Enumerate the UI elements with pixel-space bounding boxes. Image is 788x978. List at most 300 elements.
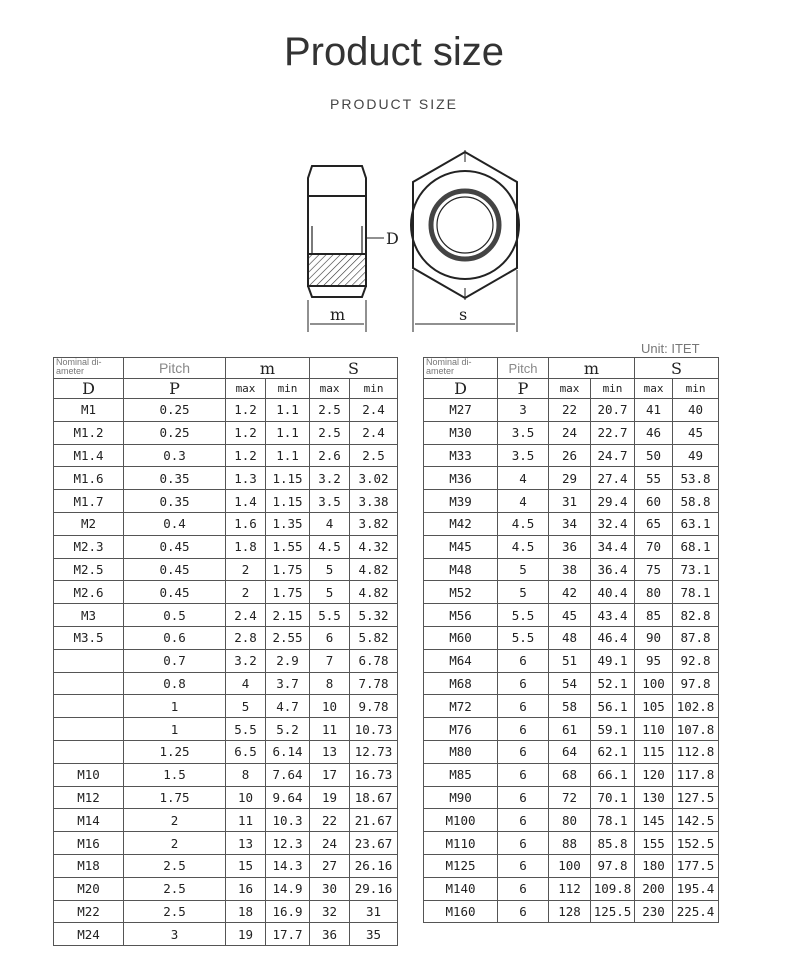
cell-pitch: 0.5	[124, 604, 226, 627]
cell-s-max: 6	[310, 626, 350, 649]
header-min: min	[673, 379, 719, 399]
cell-m-min: 70.1	[591, 786, 635, 809]
header-p: P	[124, 379, 226, 399]
cell-pitch: 0.25	[124, 399, 226, 422]
cell-m-max: 29	[549, 467, 591, 490]
cell-pitch: 6	[498, 718, 549, 741]
cell-pitch: 3.5	[498, 421, 549, 444]
cell-diameter: M80	[424, 740, 498, 763]
cell-m-max: 80	[549, 809, 591, 832]
cell-pitch: 0.7	[124, 649, 226, 672]
table-row	[54, 854, 398, 877]
cell-s-min: 127.5	[673, 786, 719, 809]
cell-s-min: 2.4	[350, 399, 398, 422]
cell-diameter: M22	[54, 900, 124, 923]
cell-pitch: 5	[498, 581, 549, 604]
cell-m-min: 16.9	[266, 900, 310, 923]
cell-s-min: 29.16	[350, 877, 398, 900]
label-s: s	[459, 305, 468, 324]
cell-m-min: 78.1	[591, 809, 635, 832]
cell-m-min: 4.7	[266, 695, 310, 718]
cell-diameter: M1.4	[54, 444, 124, 467]
cell-s-min: 3.38	[350, 490, 398, 513]
table-row	[54, 604, 398, 627]
cell-m-max: 1.3	[226, 467, 266, 490]
table-row	[424, 421, 719, 444]
cell-m-max: 1.4	[226, 490, 266, 513]
cell-s-max: 17	[310, 763, 350, 786]
cell-s-min: 92.8	[673, 649, 719, 672]
cell-m-max: 58	[549, 695, 591, 718]
cell-diameter: M36	[424, 467, 498, 490]
cell-pitch: 4.5	[498, 535, 549, 558]
cell-s-max: 65	[635, 512, 673, 535]
table-row	[54, 877, 398, 900]
cell-diameter: M48	[424, 558, 498, 581]
table-row	[424, 740, 719, 763]
cell-m-min: 1.75	[266, 558, 310, 581]
cell-pitch: 2.5	[124, 854, 226, 877]
table-row	[424, 672, 719, 695]
cell-diameter: M1.6	[54, 467, 124, 490]
cell-pitch: 2.5	[124, 900, 226, 923]
cell-m-min: 27.4	[591, 467, 635, 490]
table-row	[54, 672, 398, 695]
cell-diameter: M2.5	[54, 558, 124, 581]
cell-m-max: 1.2	[226, 399, 266, 422]
cell-m-max: 1.6	[226, 512, 266, 535]
cell-diameter: M90	[424, 786, 498, 809]
cell-m-min: 109.8	[591, 877, 635, 900]
cell-s-max: 85	[635, 604, 673, 627]
table-row	[54, 649, 398, 672]
cell-s-max: 41	[635, 399, 673, 422]
cell-s-min: 2.5	[350, 444, 398, 467]
cell-s-min: 152.5	[673, 832, 719, 855]
table-row	[424, 649, 719, 672]
cell-s-max: 11	[310, 718, 350, 741]
table-row	[424, 535, 719, 558]
cell-m-max: 19	[226, 923, 266, 946]
cell-s-min: 53.8	[673, 467, 719, 490]
cell-m-max: 22	[549, 399, 591, 422]
table-row	[424, 763, 719, 786]
table-row	[424, 718, 719, 741]
unit-label: Unit: ITET	[641, 341, 700, 356]
cell-m-min: 62.1	[591, 740, 635, 763]
cell-m-max: 4	[226, 672, 266, 695]
cell-diameter	[54, 672, 124, 695]
header-d: D	[424, 379, 498, 399]
cell-s-min: 58.8	[673, 490, 719, 513]
cell-s-max: 2.6	[310, 444, 350, 467]
table-row	[424, 854, 719, 877]
cell-pitch: 3.5	[498, 444, 549, 467]
cell-s-max: 75	[635, 558, 673, 581]
cell-m-max: 51	[549, 649, 591, 672]
cell-s-min: 31	[350, 900, 398, 923]
hex-nut-drawing	[296, 150, 526, 340]
cell-s-max: 46	[635, 421, 673, 444]
cell-m-max: 10	[226, 786, 266, 809]
cell-pitch: 0.8	[124, 672, 226, 695]
cell-m-min: 1.35	[266, 512, 310, 535]
cell-s-min: 78.1	[673, 581, 719, 604]
cell-m-min: 1.1	[266, 399, 310, 422]
cell-pitch: 0.35	[124, 490, 226, 513]
cell-s-min: 26.16	[350, 854, 398, 877]
cell-s-max: 30	[310, 877, 350, 900]
cell-diameter	[54, 740, 124, 763]
cell-diameter	[54, 718, 124, 741]
cell-m-max: 1.8	[226, 535, 266, 558]
cell-pitch: 6	[498, 900, 549, 923]
cell-s-max: 110	[635, 718, 673, 741]
table-row	[54, 421, 398, 444]
cell-pitch: 0.6	[124, 626, 226, 649]
cell-s-min: 16.73	[350, 763, 398, 786]
table-head	[424, 358, 719, 399]
header-s: S	[635, 358, 719, 379]
table-row	[54, 740, 398, 763]
header-p: P	[498, 379, 549, 399]
cell-m-max: 16	[226, 877, 266, 900]
cell-pitch: 0.3	[124, 444, 226, 467]
cell-m-max: 48	[549, 626, 591, 649]
page-title: Product size	[283, 30, 505, 74]
cell-m-max: 112	[549, 877, 591, 900]
cell-diameter: M14	[54, 809, 124, 832]
cell-pitch: 4.5	[498, 512, 549, 535]
page-subtitle: PRODUCT SIZE	[330, 96, 458, 112]
cell-s-max: 180	[635, 854, 673, 877]
cell-s-max: 5	[310, 581, 350, 604]
cell-pitch: 0.45	[124, 581, 226, 604]
cell-diameter: M33	[424, 444, 498, 467]
cell-m-max: 15	[226, 854, 266, 877]
cell-diameter: M42	[424, 512, 498, 535]
cell-m-min: 36.4	[591, 558, 635, 581]
table-row	[424, 467, 719, 490]
cell-s-min: 18.67	[350, 786, 398, 809]
cell-m-min: 46.4	[591, 626, 635, 649]
cell-pitch: 0.45	[124, 535, 226, 558]
table-row	[54, 718, 398, 741]
header-min: min	[350, 379, 398, 399]
cell-diameter: M18	[54, 854, 124, 877]
cell-m-min: 14.9	[266, 877, 310, 900]
cell-pitch: 3	[498, 399, 549, 422]
cell-s-max: 8	[310, 672, 350, 695]
cell-pitch: 6	[498, 649, 549, 672]
header-nominal: Nominal di- ameter	[54, 358, 124, 379]
cell-s-max: 5	[310, 558, 350, 581]
cell-s-max: 3.2	[310, 467, 350, 490]
cell-s-max: 2.5	[310, 399, 350, 422]
table-row	[54, 467, 398, 490]
cell-pitch: 3	[124, 923, 226, 946]
cell-s-min: 45	[673, 421, 719, 444]
cell-m-max: 24	[549, 421, 591, 444]
cell-s-min: 177.5	[673, 854, 719, 877]
cell-m-min: 125.5	[591, 900, 635, 923]
cell-s-min: 117.8	[673, 763, 719, 786]
cell-diameter: M1.2	[54, 421, 124, 444]
cell-s-min: 49	[673, 444, 719, 467]
cell-m-min: 1.1	[266, 444, 310, 467]
cell-s-min: 195.4	[673, 877, 719, 900]
cell-diameter: M39	[424, 490, 498, 513]
cell-s-max: 36	[310, 923, 350, 946]
cell-s-min: 40	[673, 399, 719, 422]
cell-s-min: 21.67	[350, 809, 398, 832]
cell-m-max: 36	[549, 535, 591, 558]
cell-m-min: 2.15	[266, 604, 310, 627]
cell-m-max: 5	[226, 695, 266, 718]
cell-diameter: M85	[424, 763, 498, 786]
cell-diameter: M12	[54, 786, 124, 809]
cell-s-min: 9.78	[350, 695, 398, 718]
cell-s-max: 155	[635, 832, 673, 855]
cell-s-max: 27	[310, 854, 350, 877]
header-pitch: Pitch	[498, 358, 549, 379]
cell-s-min: 102.8	[673, 695, 719, 718]
cell-m-min: 1.15	[266, 490, 310, 513]
table-row	[54, 832, 398, 855]
table-row	[54, 444, 398, 467]
cell-s-max: 7	[310, 649, 350, 672]
cell-m-min: 1.55	[266, 535, 310, 558]
cell-m-min: 20.7	[591, 399, 635, 422]
cell-s-min: 4.82	[350, 581, 398, 604]
cell-pitch: 2.5	[124, 877, 226, 900]
table-row	[54, 786, 398, 809]
table-row	[424, 444, 719, 467]
cell-m-min: 17.7	[266, 923, 310, 946]
table-row	[54, 558, 398, 581]
cell-diameter: M125	[424, 854, 498, 877]
cell-s-max: 130	[635, 786, 673, 809]
header-min: min	[266, 379, 310, 399]
cell-pitch: 1	[124, 695, 226, 718]
table-row	[54, 809, 398, 832]
cell-m-min: 9.64	[266, 786, 310, 809]
cell-m-max: 5.5	[226, 718, 266, 741]
cell-m-max: 2.4	[226, 604, 266, 627]
cell-m-max: 11	[226, 809, 266, 832]
label-m: m	[330, 305, 346, 324]
cell-s-min: 3.02	[350, 467, 398, 490]
cell-diameter: M52	[424, 581, 498, 604]
cell-s-max: 120	[635, 763, 673, 786]
cell-s-min: 142.5	[673, 809, 719, 832]
cell-s-max: 70	[635, 535, 673, 558]
cell-diameter: M160	[424, 900, 498, 923]
cell-m-min: 40.4	[591, 581, 635, 604]
cell-m-max: 61	[549, 718, 591, 741]
cell-m-min: 7.64	[266, 763, 310, 786]
cell-s-max: 90	[635, 626, 673, 649]
cell-s-max: 200	[635, 877, 673, 900]
cell-m-min: 1.75	[266, 581, 310, 604]
table-row	[424, 900, 719, 923]
cell-m-max: 42	[549, 581, 591, 604]
cell-pitch: 5.5	[498, 604, 549, 627]
cell-m-min: 97.8	[591, 854, 635, 877]
cell-s-max: 4	[310, 512, 350, 535]
cell-m-max: 18	[226, 900, 266, 923]
header-max: max	[310, 379, 350, 399]
cell-diameter: M64	[424, 649, 498, 672]
cell-s-min: 97.8	[673, 672, 719, 695]
cell-s-max: 24	[310, 832, 350, 855]
cell-pitch: 0.4	[124, 512, 226, 535]
cell-m-max: 2	[226, 558, 266, 581]
header-d: D	[54, 379, 124, 399]
cell-s-max: 105	[635, 695, 673, 718]
table-row	[424, 490, 719, 513]
cell-m-max: 45	[549, 604, 591, 627]
cell-diameter: M16	[54, 832, 124, 855]
cell-diameter: M110	[424, 832, 498, 855]
cell-s-min: 35	[350, 923, 398, 946]
cell-pitch: 4	[498, 490, 549, 513]
cell-diameter: M100	[424, 809, 498, 832]
cell-diameter	[54, 649, 124, 672]
table-body	[54, 399, 398, 946]
table-row	[424, 512, 719, 535]
table-row	[424, 604, 719, 627]
cell-s-max: 50	[635, 444, 673, 467]
cell-s-max: 2.5	[310, 421, 350, 444]
cell-m-min: 5.2	[266, 718, 310, 741]
table-row	[424, 558, 719, 581]
cell-s-max: 100	[635, 672, 673, 695]
cell-s-min: 6.78	[350, 649, 398, 672]
cell-m-min: 49.1	[591, 649, 635, 672]
table-row	[424, 786, 719, 809]
cell-s-max: 10	[310, 695, 350, 718]
cell-pitch: 6	[498, 786, 549, 809]
header-m: m	[549, 358, 635, 379]
cell-s-min: 2.4	[350, 421, 398, 444]
cell-m-max: 2	[226, 581, 266, 604]
cell-pitch: 6	[498, 740, 549, 763]
cell-m-max: 1.2	[226, 421, 266, 444]
cell-s-max: 145	[635, 809, 673, 832]
cell-pitch: 6	[498, 695, 549, 718]
cell-pitch: 5	[498, 558, 549, 581]
cell-diameter: M27	[424, 399, 498, 422]
cell-m-min: 34.4	[591, 535, 635, 558]
table-row	[54, 900, 398, 923]
cell-m-max: 8	[226, 763, 266, 786]
cell-m-min: 66.1	[591, 763, 635, 786]
cell-s-min: 87.8	[673, 626, 719, 649]
cell-pitch: 1.75	[124, 786, 226, 809]
table-row	[54, 923, 398, 946]
cell-m-max: 68	[549, 763, 591, 786]
header-m: m	[226, 358, 310, 379]
cell-m-max: 1.2	[226, 444, 266, 467]
cell-diameter: M24	[54, 923, 124, 946]
cell-pitch: 6	[498, 809, 549, 832]
cell-s-max: 19	[310, 786, 350, 809]
table-row	[424, 877, 719, 900]
cell-diameter: M30	[424, 421, 498, 444]
cell-s-min: 112.8	[673, 740, 719, 763]
cell-diameter: M140	[424, 877, 498, 900]
cell-diameter	[54, 695, 124, 718]
nut-front-view	[411, 150, 519, 300]
cell-s-min: 7.78	[350, 672, 398, 695]
header-s: S	[310, 358, 398, 379]
cell-pitch: 6	[498, 672, 549, 695]
size-table-left	[53, 357, 398, 946]
cell-diameter: M10	[54, 763, 124, 786]
cell-pitch: 6	[498, 877, 549, 900]
cell-pitch: 6	[498, 763, 549, 786]
cell-pitch: 2	[124, 809, 226, 832]
cell-pitch: 4	[498, 467, 549, 490]
cell-m-max: 100	[549, 854, 591, 877]
cell-pitch: 0.45	[124, 558, 226, 581]
table-row	[54, 763, 398, 786]
cell-s-min: 63.1	[673, 512, 719, 535]
cell-s-max: 13	[310, 740, 350, 763]
table-head	[54, 358, 398, 399]
cell-s-max: 4.5	[310, 535, 350, 558]
header-pitch: Pitch	[124, 358, 226, 379]
table-row	[54, 626, 398, 649]
cell-s-min: 12.73	[350, 740, 398, 763]
table-row	[424, 626, 719, 649]
cell-m-min: 59.1	[591, 718, 635, 741]
cell-diameter: M2	[54, 512, 124, 535]
cell-m-max: 34	[549, 512, 591, 535]
cell-diameter: M60	[424, 626, 498, 649]
table-row	[424, 695, 719, 718]
cell-m-min: 52.1	[591, 672, 635, 695]
cell-s-min: 82.8	[673, 604, 719, 627]
cell-s-max: 32	[310, 900, 350, 923]
cell-s-min: 4.82	[350, 558, 398, 581]
cell-diameter: M1.7	[54, 490, 124, 513]
header-nominal: Nominal di- ameter	[424, 358, 498, 379]
cell-s-max: 115	[635, 740, 673, 763]
cell-s-min: 68.1	[673, 535, 719, 558]
cell-s-max: 80	[635, 581, 673, 604]
cell-s-max: 3.5	[310, 490, 350, 513]
cell-pitch: 0.35	[124, 467, 226, 490]
table-row	[424, 581, 719, 604]
cell-diameter: M68	[424, 672, 498, 695]
cell-pitch: 6	[498, 854, 549, 877]
cell-s-max: 60	[635, 490, 673, 513]
cell-diameter: M76	[424, 718, 498, 741]
cell-m-max: 64	[549, 740, 591, 763]
cell-m-min: 56.1	[591, 695, 635, 718]
cell-s-min: 5.32	[350, 604, 398, 627]
header-max: max	[226, 379, 266, 399]
cell-s-max: 22	[310, 809, 350, 832]
cell-diameter: M3	[54, 604, 124, 627]
cell-m-max: 54	[549, 672, 591, 695]
cell-m-max: 26	[549, 444, 591, 467]
table-body	[424, 399, 719, 923]
cell-m-min: 1.15	[266, 467, 310, 490]
cell-s-min: 225.4	[673, 900, 719, 923]
